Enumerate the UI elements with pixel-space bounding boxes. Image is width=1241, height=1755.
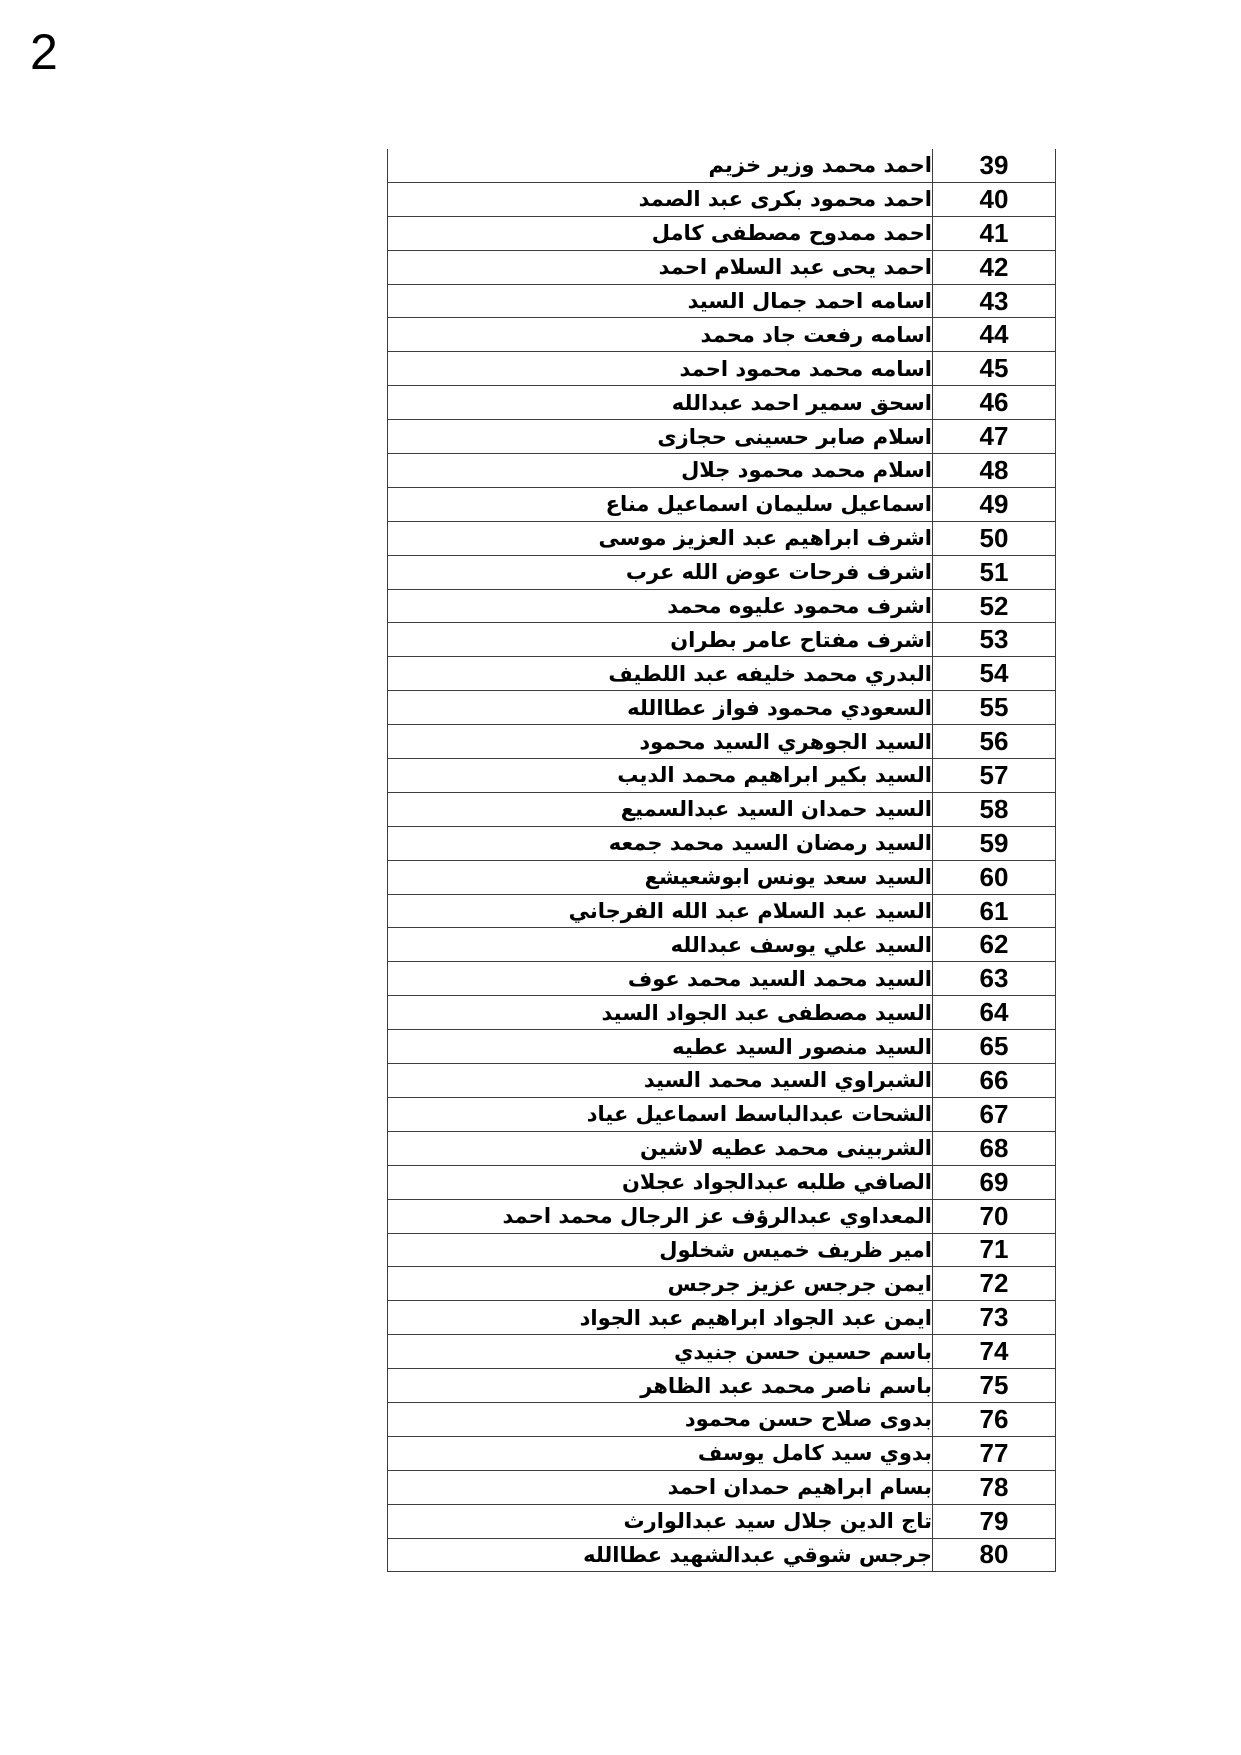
- table-row: [388, 826, 1056, 860]
- table-row: [388, 962, 1056, 996]
- name-cell: السيد علي يوسف عبدالله: [388, 928, 933, 962]
- table-row: [388, 996, 1056, 1030]
- name-cell: السيد الجوهري السيد محمود: [388, 725, 933, 759]
- serial-number-cell: 52: [933, 589, 1056, 623]
- serial-number-cell: 61: [933, 894, 1056, 928]
- name-cell: اشرف محمود عليوه محمد: [388, 589, 933, 623]
- table-row: [388, 759, 1056, 793]
- serial-number-cell: 66: [933, 1064, 1056, 1098]
- serial-number-cell: 54: [933, 657, 1056, 691]
- name-cell: اسامه احمد جمال السيد: [388, 284, 933, 318]
- name-cell: تاج الدين جلال سيد عبدالوارث: [388, 1504, 933, 1538]
- name-cell: المعداوي عبدالرؤف عز الرجال محمد احمد: [388, 1199, 933, 1233]
- name-cell: السيد منصور السيد عطيه: [388, 1030, 933, 1064]
- name-cell: احمد محمود بكرى عبد الصمد: [388, 182, 933, 216]
- table-row: [388, 928, 1056, 962]
- table-row: [388, 216, 1056, 250]
- serial-number-cell: 63: [933, 962, 1056, 996]
- serial-number-cell: 39: [933, 149, 1056, 182]
- name-cell: احمد ممدوح مصطفى كامل: [388, 216, 933, 250]
- serial-number-cell: 72: [933, 1267, 1056, 1301]
- serial-number-cell: 65: [933, 1030, 1056, 1064]
- serial-number-cell: 43: [933, 284, 1056, 318]
- name-cell: السيد سعد يونس ابوشعيشع: [388, 860, 933, 894]
- table-row: [388, 182, 1056, 216]
- serial-number-cell: 75: [933, 1369, 1056, 1403]
- table-row: [388, 420, 1056, 454]
- name-cell: ايمن جرجس عزيز جرجس: [388, 1267, 933, 1301]
- serial-number-cell: 71: [933, 1233, 1056, 1267]
- serial-number-cell: 56: [933, 725, 1056, 759]
- serial-number-cell: 79: [933, 1504, 1056, 1538]
- serial-number-cell: 76: [933, 1402, 1056, 1436]
- table-row: [388, 691, 1056, 725]
- serial-number-cell: 41: [933, 216, 1056, 250]
- name-cell: بدوى صلاح حسن محمود: [388, 1402, 933, 1436]
- serial-number-cell: 44: [933, 318, 1056, 352]
- table-row: [388, 1504, 1056, 1538]
- table-row: [388, 1369, 1056, 1403]
- serial-number-cell: 49: [933, 487, 1056, 521]
- name-cell: ايمن عبد الجواد ابراهيم عبد الجواد: [388, 1301, 933, 1335]
- table-row: [388, 1402, 1056, 1436]
- names-table-body: [388, 149, 1056, 1572]
- serial-number-cell: 73: [933, 1301, 1056, 1335]
- name-cell: اسلام صابر حسينى حجازى: [388, 420, 933, 454]
- serial-number-cell: 46: [933, 386, 1056, 420]
- serial-number-cell: 70: [933, 1199, 1056, 1233]
- table-row: [388, 454, 1056, 488]
- table-row: [388, 1064, 1056, 1098]
- serial-number-cell: 57: [933, 759, 1056, 793]
- table-row: [388, 1233, 1056, 1267]
- table-row: [388, 623, 1056, 657]
- serial-number-cell: 62: [933, 928, 1056, 962]
- name-cell: باسم ناصر محمد عبد الظاهر: [388, 1369, 933, 1403]
- table-row: [388, 352, 1056, 386]
- name-cell: الصافي طلبه عبدالجواد عجلان: [388, 1165, 933, 1199]
- name-cell: السيد رمضان السيد محمد جمعه: [388, 826, 933, 860]
- table-row: [388, 1436, 1056, 1470]
- name-cell: جرجس شوقي عبدالشهيد عطاالله: [388, 1538, 933, 1572]
- name-cell: بدوي سيد كامل يوسف: [388, 1436, 933, 1470]
- name-cell: اشرف ابراهيم عبد العزيز موسى: [388, 521, 933, 555]
- name-cell: السيد عبد السلام عبد الله الفرجاني: [388, 894, 933, 928]
- name-cell: السيد مصطفى عبد الجواد السيد: [388, 996, 933, 1030]
- table-row: [388, 1470, 1056, 1504]
- serial-number-cell: 77: [933, 1436, 1056, 1470]
- name-cell: الشحات عبدالباسط اسماعيل عياد: [388, 1097, 933, 1131]
- name-cell: اسحق سمير احمد عبدالله: [388, 386, 933, 420]
- serial-number-cell: 74: [933, 1335, 1056, 1369]
- table-row: [388, 284, 1056, 318]
- table-row: [388, 894, 1056, 928]
- table-row: [388, 589, 1056, 623]
- name-cell: اسامه رفعت جاد محمد: [388, 318, 933, 352]
- table-row: [388, 1335, 1056, 1369]
- page-number: 2: [30, 24, 58, 80]
- serial-number-cell: 59: [933, 826, 1056, 860]
- name-cell: اشرف مفتاح عامر بطران: [388, 623, 933, 657]
- serial-number-cell: 68: [933, 1131, 1056, 1165]
- name-cell: باسم حسين حسن جنيدي: [388, 1335, 933, 1369]
- serial-number-cell: 48: [933, 454, 1056, 488]
- table-row: [388, 1199, 1056, 1233]
- serial-number-cell: 58: [933, 792, 1056, 826]
- name-cell: البدري محمد خليفه عبد اللطيف: [388, 657, 933, 691]
- serial-number-cell: 60: [933, 860, 1056, 894]
- serial-number-cell: 53: [933, 623, 1056, 657]
- table-row: [388, 860, 1056, 894]
- serial-number-cell: 40: [933, 182, 1056, 216]
- serial-number-cell: 64: [933, 996, 1056, 1030]
- table-row: [388, 555, 1056, 589]
- table-row: [388, 386, 1056, 420]
- name-cell: السيد بكير ابراهيم محمد الديب: [388, 759, 933, 793]
- serial-number-cell: 51: [933, 555, 1056, 589]
- name-cell: السيد حمدان السيد عبدالسميع: [388, 792, 933, 826]
- table-row: [388, 1538, 1056, 1572]
- table-row: [388, 149, 1056, 182]
- table-row: [388, 250, 1056, 284]
- table-row: [388, 521, 1056, 555]
- name-cell: الشبراوي السيد محمد السيد: [388, 1064, 933, 1098]
- serial-number-cell: 42: [933, 250, 1056, 284]
- table-row: [388, 1301, 1056, 1335]
- name-cell: اشرف فرحات عوض الله عرب: [388, 555, 933, 589]
- name-cell: احمد يحى عبد السلام احمد: [388, 250, 933, 284]
- table-row: [388, 318, 1056, 352]
- name-cell: احمد محمد وزير خزيم: [388, 149, 933, 182]
- table-row: [388, 725, 1056, 759]
- name-cell: اسماعيل سليمان اسماعيل مناع: [388, 487, 933, 521]
- name-cell: السيد محمد السيد محمد عوف: [388, 962, 933, 996]
- table-row: [388, 1267, 1056, 1301]
- name-cell: الشربينى محمد عطيه لاشين: [388, 1131, 933, 1165]
- table-row: [388, 792, 1056, 826]
- name-cell: السعودي محمود فواز عطاالله: [388, 691, 933, 725]
- table-row: [388, 1030, 1056, 1064]
- name-cell: اسلام محمد محمود جلال: [388, 454, 933, 488]
- serial-number-cell: 47: [933, 420, 1056, 454]
- table-row: [388, 1097, 1056, 1131]
- serial-number-cell: 69: [933, 1165, 1056, 1199]
- table-row: [388, 1131, 1056, 1165]
- serial-number-cell: 55: [933, 691, 1056, 725]
- name-cell: اسامه محمد محمود احمد: [388, 352, 933, 386]
- name-cell: امير ظريف خميس شخلول: [388, 1233, 933, 1267]
- table-row: [388, 487, 1056, 521]
- serial-number-cell: 45: [933, 352, 1056, 386]
- serial-number-cell: 80: [933, 1538, 1056, 1572]
- serial-number-cell: 67: [933, 1097, 1056, 1131]
- table-row: [388, 1165, 1056, 1199]
- serial-number-cell: 78: [933, 1470, 1056, 1504]
- table-row: [388, 657, 1056, 691]
- serial-number-cell: 50: [933, 521, 1056, 555]
- names-table: [387, 149, 1056, 1572]
- name-cell: بسام ابراهيم حمدان احمد: [388, 1470, 933, 1504]
